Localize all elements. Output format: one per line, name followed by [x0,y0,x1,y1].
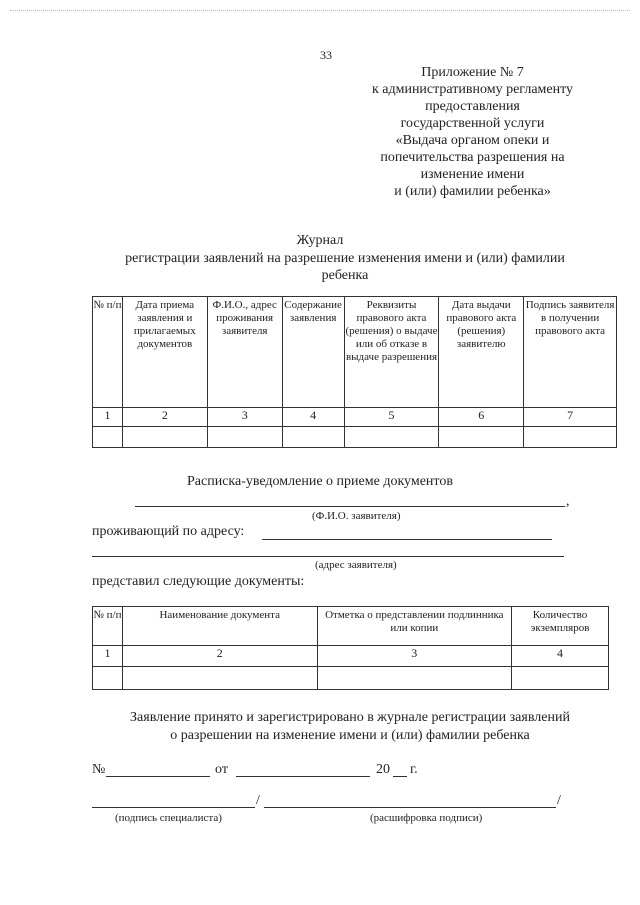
appendix-line: предоставления [425,99,520,114]
empty-cell [512,667,609,690]
appendix-line: «Выдача органом опеки и [395,133,550,148]
number-cell: 3 [317,646,512,667]
accepted-line1: Заявление принято и зарегистрировано в журнале регистрации заявлений [130,710,570,725]
empty-cell [439,427,524,448]
empty-cell [317,667,512,690]
page-number: 33 [320,48,332,62]
header-cell: Содержание заявления [282,297,344,408]
year-prefix: 20 [376,762,390,777]
journal-table [92,296,617,448]
number-cell: 6 [439,408,524,427]
number-cell: 3 [207,408,282,427]
table-row [93,667,609,690]
number-cell: 1 [93,646,123,667]
header-cell: Реквизиты правового акта (решения) о выдаче или об отказе в выдаче разрешения [344,297,439,408]
registration-number-line [106,776,210,777]
receipt-title: Расписка-уведомление о приеме документов [187,474,453,489]
empty-cell [207,427,282,448]
decoding-caption: (расшифровка подписи) [370,812,483,824]
address-fill-line [262,539,552,540]
year-line [393,776,407,777]
accepted-statement [80,709,620,745]
comma: , [566,494,570,509]
header-cell: Отметка о представлении подлинника или копии [317,607,512,646]
journal-subtitle-line2: ребенка [321,268,369,283]
appendix-line: к административному регламенту [371,82,574,97]
documents-label: представил следующие документы: [92,574,305,589]
header-cell: Подпись заявителя в получении правового акта [524,297,617,408]
empty-cell [122,667,317,690]
scan-header-dots [10,10,630,11]
number-cell: 4 [512,646,609,667]
appendix-line: изменение имени [420,167,525,182]
number-cell: 5 [344,408,439,427]
registration-date-line [236,776,370,777]
decoding-line [264,807,556,808]
number-cell: 2 [122,408,207,427]
from-label: от [215,762,228,777]
address-label: проживающий по адресу: [92,524,245,539]
table-row [93,646,609,667]
empty-cell [122,427,207,448]
journal-title: Журнал [296,233,344,248]
journal-subtitle [100,250,590,284]
number-cell: 4 [282,408,344,427]
signature-line [92,807,255,808]
empty-cell [524,427,617,448]
header-cell: Ф.И.О., адрес проживания заявителя [207,297,282,408]
empty-cell [344,427,439,448]
name-caption: (Ф.И.О. заявителя) [312,510,401,522]
number-sign: № [92,762,106,777]
number-cell: 7 [524,408,617,427]
header-cell: № п/п [93,607,123,646]
accepted-line2: о разрешении на изменение имени и (или) фамилии ребенка [170,728,530,743]
table-header-row [93,297,617,408]
name-fill-line [135,506,565,507]
address-fill-line-2 [92,556,564,557]
empty-cell [93,667,123,690]
year-suffix: г. [410,762,418,777]
table-row [93,427,617,448]
header-cell: Дата приема заявления и прилагаемых документов [122,297,207,408]
header-cell: Дата выдачи правового акта (решения) заявителю [439,297,524,408]
header-cell: № п/п [93,297,123,408]
signature-separator-end: / [557,793,561,808]
signature-separator: / [256,793,260,808]
appendix-line: попечительства разрешения на [380,150,565,165]
header-cell: Количество экземпляров [512,607,609,646]
number-cell: 1 [93,408,123,427]
header-cell: Наименование документа [122,607,317,646]
address-caption: (адрес заявителя) [315,559,397,571]
appendix-line: государственной услуги [400,116,545,131]
table-row [93,408,617,427]
appendix-line: и (или) фамилии ребенка» [394,184,551,199]
journal-subtitle-line1: регистрации заявлений на разрешение изменения имени и (или) фамилии [125,251,565,266]
number-cell: 2 [122,646,317,667]
documents-table [92,606,609,690]
table-header-row [93,607,609,646]
appendix-line: Приложение № 7 [421,65,524,80]
empty-cell [282,427,344,448]
empty-cell [93,427,123,448]
specialist-caption: (подпись специалиста) [115,812,222,824]
appendix-block [350,64,595,200]
